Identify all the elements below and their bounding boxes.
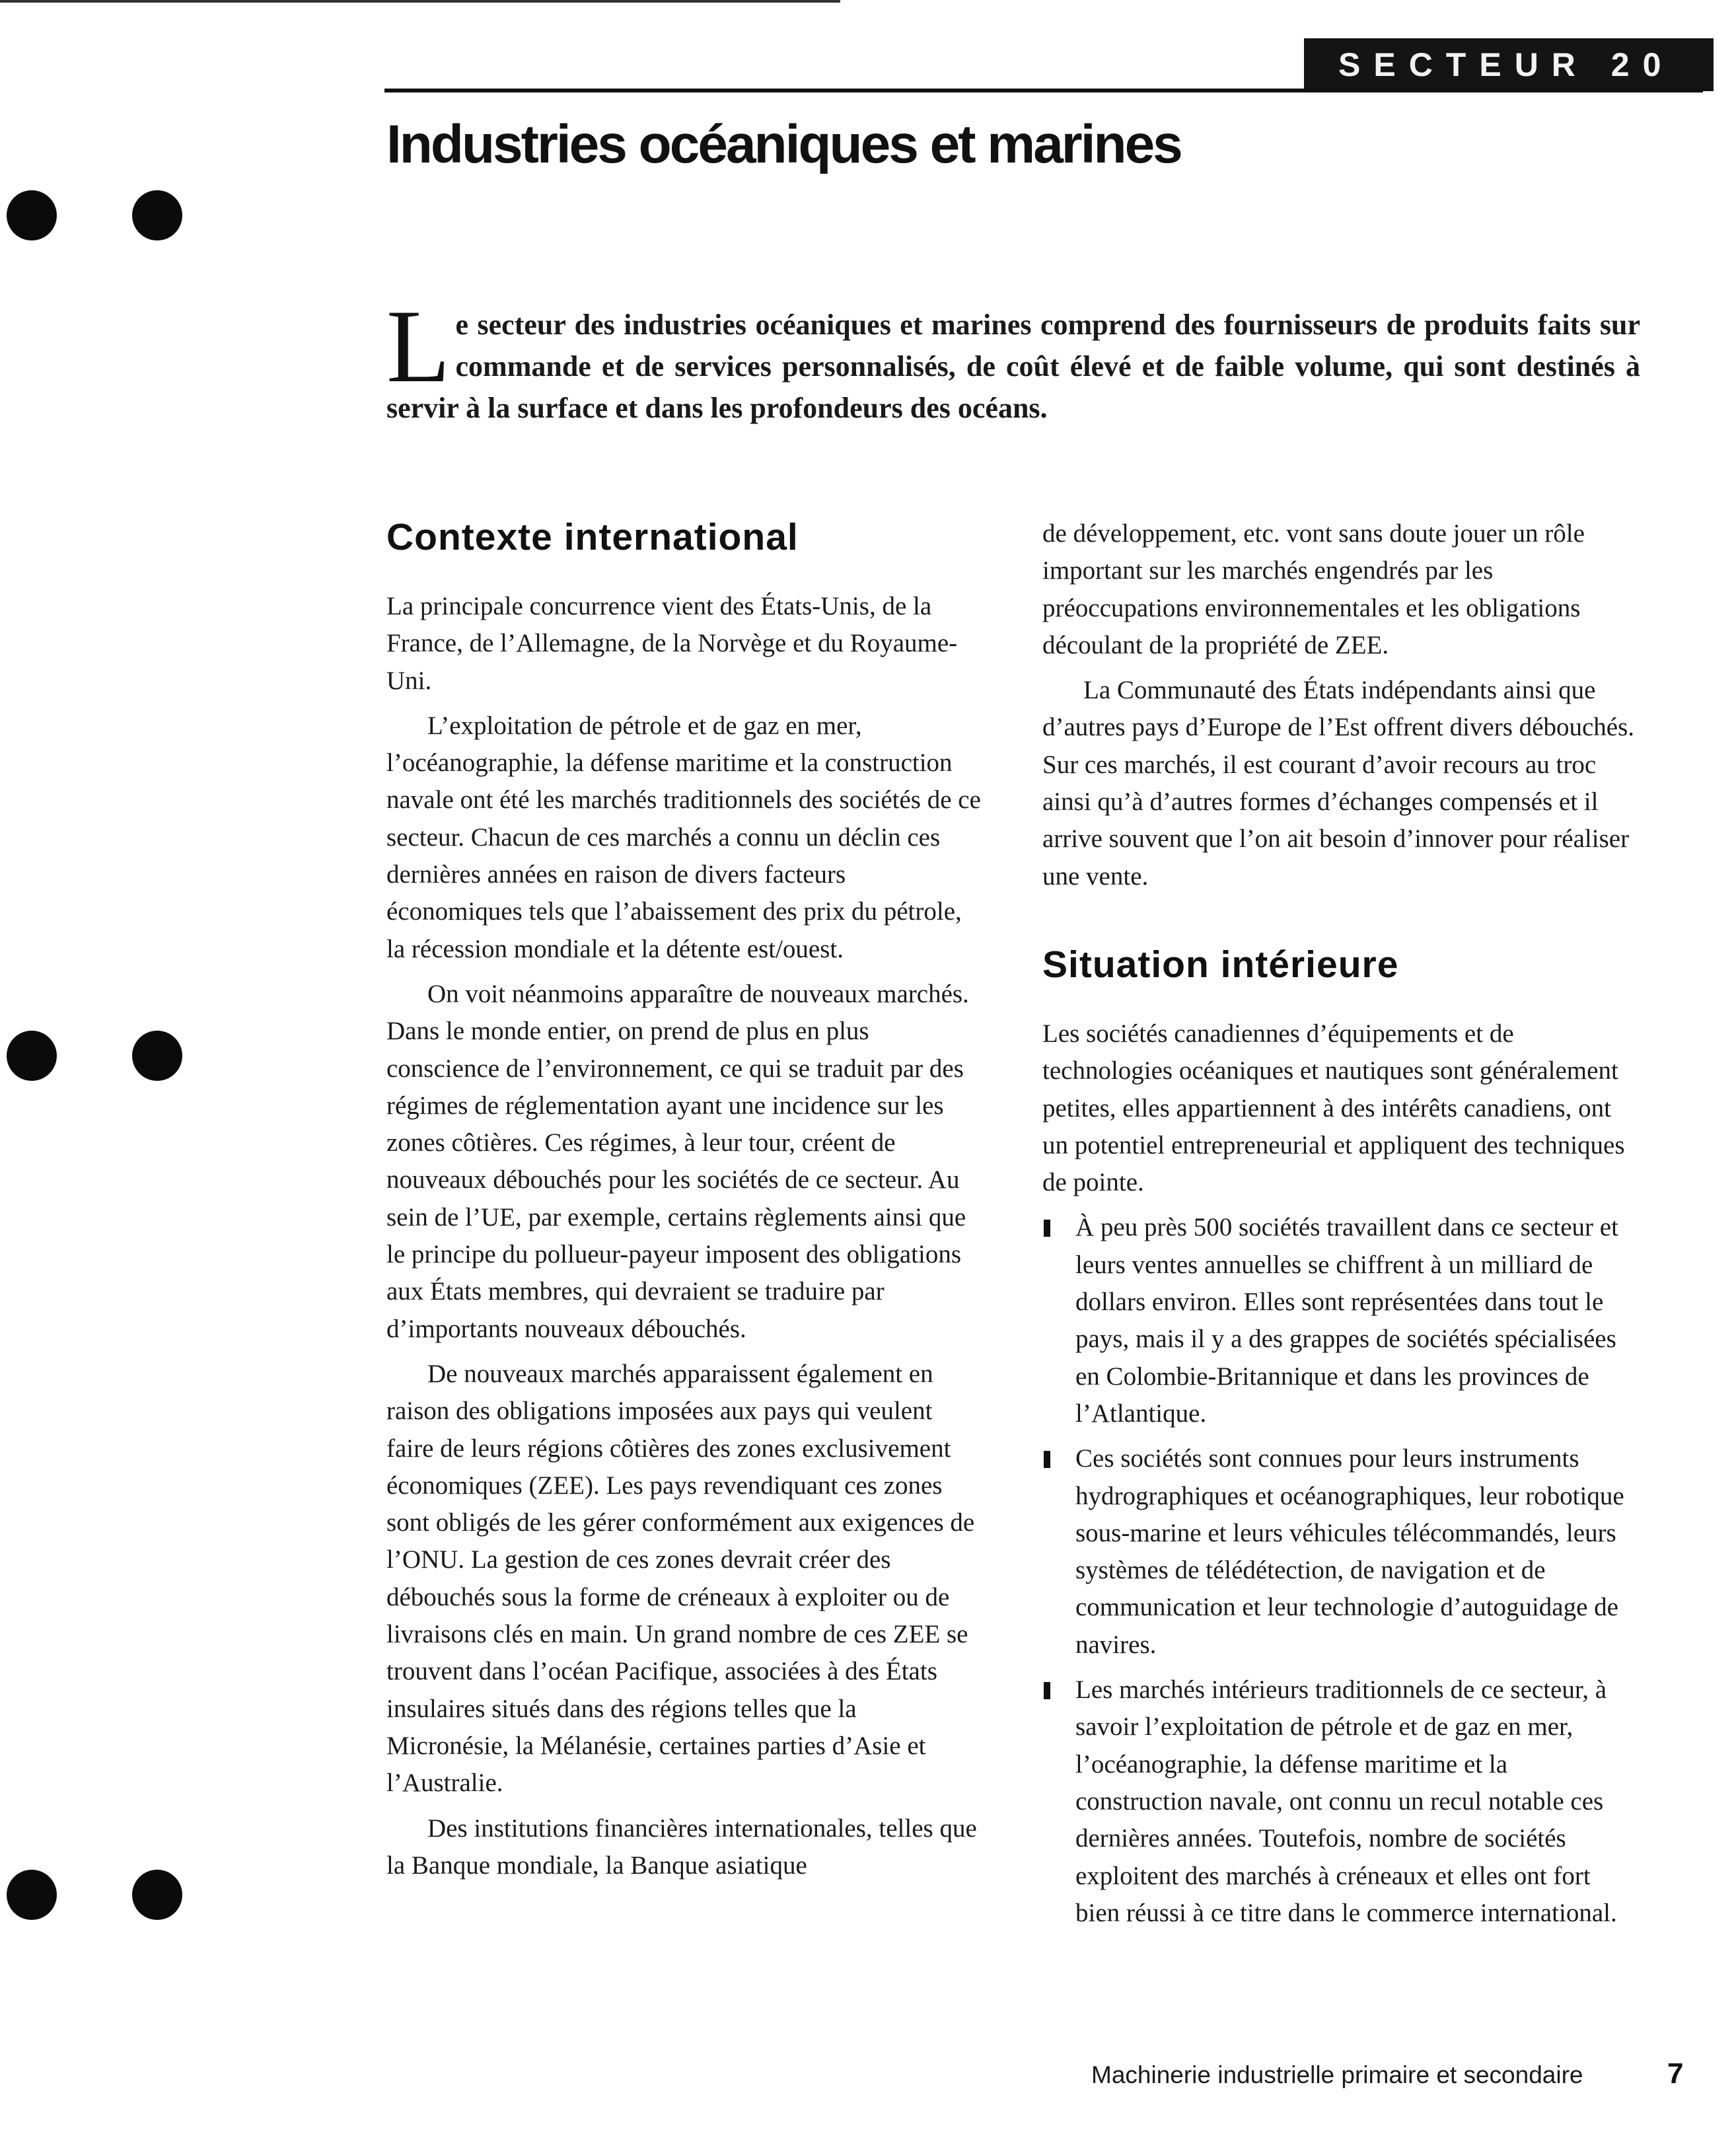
heading-contexte-international: Contexte international [386, 516, 799, 558]
bullet-icon [1044, 1220, 1050, 1237]
paragraph: L’exploitation de pétrole et de gaz en mer, l’océanographie, la défense maritime et la construction navale ont été les marchés traditionnels des sociétés de ce secteur. Chacun de ces marchés a connu un déclin ces dernières années en raison de divers facteurs économiques tels que l’abaissement des prix du pétrole, la récession mondiale et la détente est/ouest. [386, 711, 981, 963]
paragraph: De nouveaux marchés apparaissent également en raison des obligations imposées aux pays qui veulent faire de leurs régions côtières des zones exclusivement économiques (ZEE). Les pays revendiquant ces zones sont obligés de les gérer conformément aux exigences de l’ONU. La gestion de ces zones devrait créer des débouchés sous la forme de créneaux à exploiter ou de livraisons clés en main. Un grand nombre de ces ZEE se trouvent dans l’océan Pacifique, associées à des États insulaires situés dans des régions telles que la Micronésie, la Mélanésie, certaines parties d’Asie et l’Australie. [386, 1359, 975, 1798]
top-edge-line [0, 0, 840, 3]
paragraph: Les sociétés canadiennes d’équipements et de technologies océaniques et nautiques sont généralement petites, elles appartiennent à des intérêts canadiens, ont un potentiel entrepreneurial et appliquent des techniques de pointe. [1042, 1019, 1625, 1197]
paragraph: La principale concurrence vient des États-Unis, de la France, de l’Allemagne, de la Norvège et du Royaume-Uni. [386, 592, 958, 695]
footer-publication-title: Machinerie industrielle primaire et secondaire [1091, 2061, 1583, 2088]
left-column [386, 515, 984, 1892]
page-title: Industries océaniques et marines [386, 114, 1181, 174]
heading-situation-interieure: Situation intérieure [1042, 943, 1399, 986]
paragraph: Des institutions financières internationales, telles que la Banque mondiale, la Banque asiatique [386, 1814, 977, 1880]
bullet-icon [1044, 1451, 1050, 1468]
punch-hole [7, 1031, 57, 1081]
intro-text: e secteur des industries océaniques et marines comprend des fournisseurs de produits faits sur commande et de services personnalisés, de coût élevé et de faible volume, qui sont destinés à servir à la surface et dans les profondeurs des océans. [386, 309, 1640, 424]
list-item-text: Ces sociétés sont connues pour leurs instruments hydrographiques et océanographiques, leur robotique sous-marine et leurs véhicules télécommandés, leurs systèmes de télédétection, de navigation et de communication et leur technologie d’autoguidage de navires. [1075, 1444, 1624, 1659]
list-item [1042, 1671, 1640, 1932]
paragraph-continuation: de développement, etc. vont sans doute jouer un rôle important sur les marchés engendrés par les préoccupations environnementales et les obligations découlant de la propriété de ZEE. [1042, 519, 1585, 659]
punch-hole [132, 190, 182, 240]
punch-hole [132, 1870, 182, 1920]
list-item [1042, 1440, 1640, 1664]
list-item-text: Les marchés intérieurs traditionnels de ce secteur, à savoir l’exploitation de pétrole et de gaz en mer, l’océanographie, la défense maritime et la construction navale, ont connu un recul notable ces dernières années. Toutefois, nombre de sociétés exploitent des marchés à créneaux et elles ont fort bien réussi à ce titre dans le commerce international. [1075, 1675, 1617, 1927]
page-number: 7 [1667, 2057, 1684, 2090]
paragraph: On voit néanmoins apparaître de nouveaux marchés. Dans le monde entier, on prend de plus en plus conscience de l’environnement, ce qui se traduit par des régimes de réglementation ayant une incidence sur les zones côtières. Ces régimes, à leur tour, créent de nouveaux débouchés pour les sociétés de ce secteur. Au sein de l’UE, par exemple, certains règlements ainsi que le principe du pollueur-payeur imposent des obligations aux États membres, qui devraient se traduire par d’importants nouveaux débouchés. [386, 979, 969, 1343]
section-tag: SECTEUR 20 [1304, 38, 1714, 91]
punch-hole [7, 1870, 57, 1920]
intro-paragraph [386, 289, 1640, 429]
punch-hole [132, 1031, 182, 1081]
drop-cap: L [386, 289, 451, 404]
bullet-icon [1044, 1682, 1050, 1699]
header-rule [384, 89, 1703, 92]
bullet-list [1042, 1209, 1640, 1932]
punch-hole [7, 190, 57, 240]
paragraph: La Communauté des États indépendants ainsi que d’autres pays d’Europe de l’Est offrent divers débouchés. Sur ces marchés, il est courant d’avoir recours au troc ainsi qu’à d’autres formes d’échanges compensés et il arrive souvent que l’on ait besoin d’innover pour réaliser une vente. [1042, 676, 1634, 891]
right-column [1042, 515, 1640, 1940]
list-item [1042, 1209, 1640, 1432]
list-item-text: À peu près 500 sociétés travaillent dans ce secteur et leurs ventes annuelles se chiffrent à un milliard de dollars environ. Elles sont représentées dans tout le pays, mais il y a des grappes de sociétés spécialisées en Colombie-Britannique et dans les provinces de l’Atlantique. [1075, 1213, 1618, 1428]
